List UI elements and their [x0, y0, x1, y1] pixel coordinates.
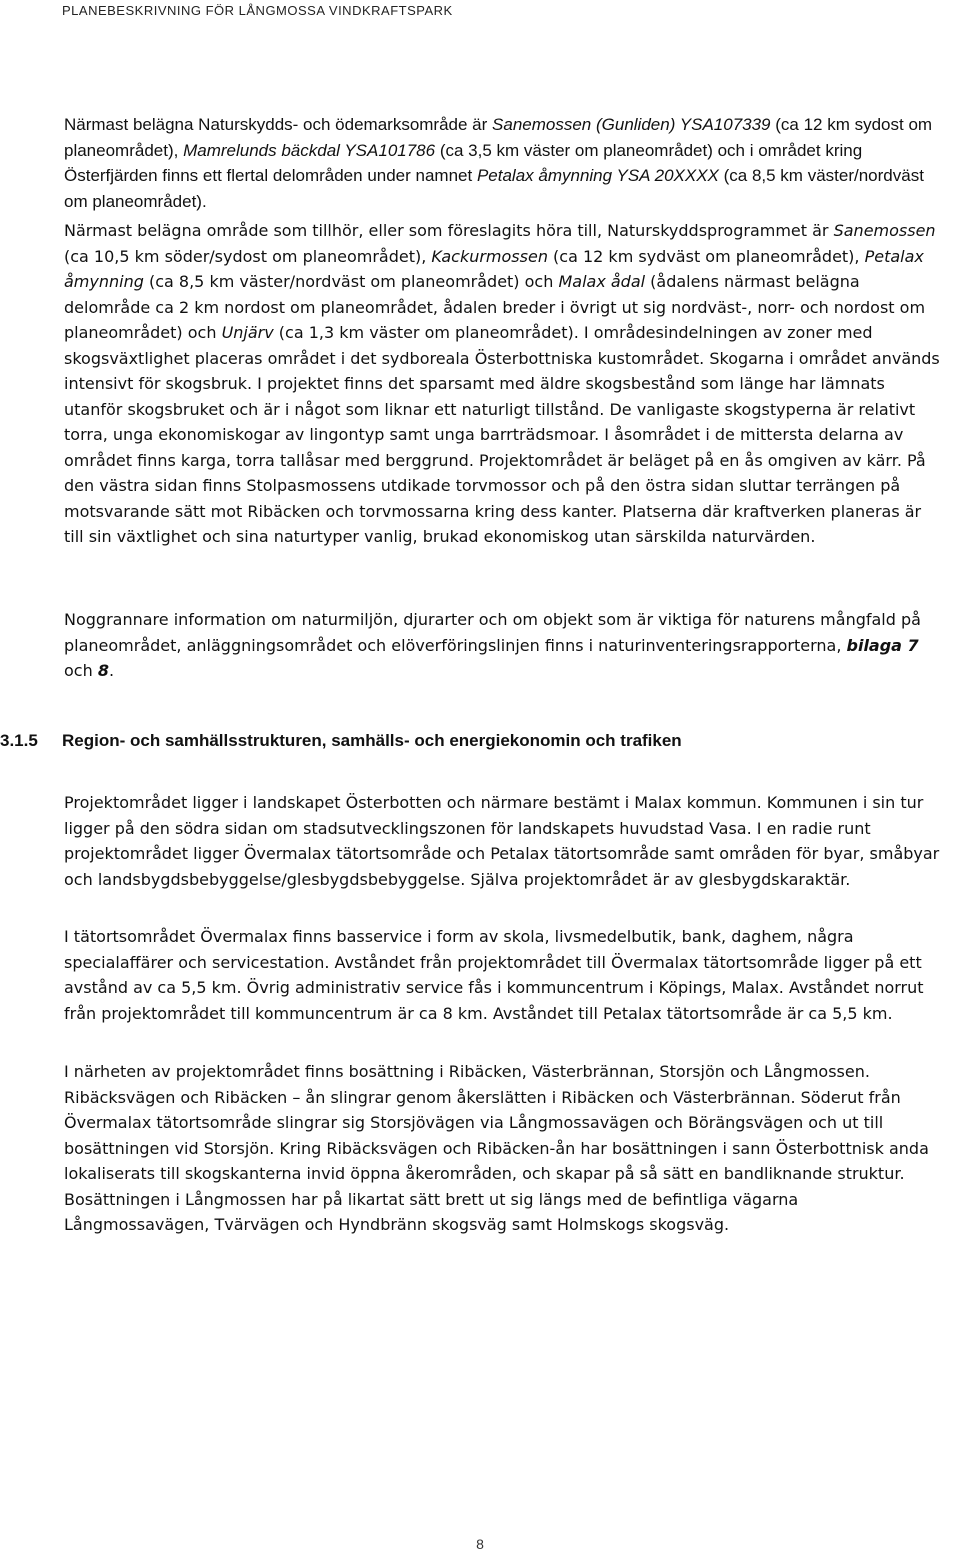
appendix-reference: bilaga 7 — [846, 635, 919, 655]
reserve-name: Sanemossen (Gunliden) YSA107339 — [492, 115, 771, 134]
area-name: Malax ådal — [558, 272, 646, 291]
section-number: 3.1.5 — [0, 731, 38, 750]
area-name: Petalax åmynning — [64, 246, 924, 291]
paragraph-text: Projektområdet ligger i landskapet Österbotten och närmare bestämt i Malax kommun. Kommunen i sin tur ligger på den södra sidan om stadsutvecklingszonen för landskapets huvudstad Vasa. I en radie runt projektområdet ligger Övermalax tätortsområde och Petalax tätortsområde samt områden för byar, småbyar och landsbygdsbebyggelse/glesbygdsbebyggelse. Själva projektområdet är av glesbygdskaraktär. — [64, 793, 940, 889]
paragraph-text: I tätortsområdet Övermalax finns basservice i form av skola, livsmedelbutik, bank, daghem, några specialaffärer och servicestation. Avståndet från projektområdet till Övermalax tätortsområde ligger på ett avstånd av ca 5,5 km. Övrig administrativ service fås i kommuncentrum i Köpings, Malax. Avståndet norrut från projektområdet till kommuncentrum är ca 8 km. Avståndet till Petalax tätortsområde är ca 5,5 km. — [64, 927, 924, 1023]
text-run: (ca 3,5 km väster om planeområdet) och i området kring Österfjärden finns ett flertal delområden under namnet — [64, 140, 863, 185]
text-run: (ca 10,5 km söder/sydost om planeområdet), — [64, 246, 432, 266]
paragraph-region-structure — [64, 790, 944, 892]
appendix-reference: 8 — [97, 661, 109, 680]
paragraph-inventory-reports — [64, 607, 944, 684]
paragraph-text — [64, 607, 944, 684]
paragraph-text: I närheten av projektområdet finns bosättning i Ribäcken, Västerbrännan, Storsjön och Långmossen. Ribäcksvägen och Ribäcken – ån slingrar genom åkerslätten i Ribäcken och Västerbrännan. Söderut från Övermalax tätortsområde slingrar sig Storsjövägen via Långmossavägen och Börängsvägen och ut till bosättningen vid Storsjön. Kring Ribäcksvägen och Ribäcken-ån har bosättningen i sann Österbottnisk anda lokaliserats till skogskanterna invid öppna åkerområden, och skapar på så sätt en bandliknande struktur. Bosättningen i Långmossen har på likartat sätt brett ut sig längs med de befintliga vägarna Långmossavägen, Tvärvägen och Hyndbränn skogsväg samt Holmskogs skogsväg. — [64, 1062, 929, 1234]
area-name: Kackurmossen — [431, 246, 548, 266]
text-run: (ca 1,3 km väster om planeområdet). I områdesindelningen av zoner med skogsväxtlighet placeras området i det sydboreala Österbottniska kustområdet. Skogarna i området används intensivt för skogsbruk. I projektet finns det sparsamt med äldre skogsbestånd som länge har lämnats utanför skogsbruket och är i något som liknar ett naturligt tillstånd. De vanligaste skogstyperna är relativt torra, unga ekonomiskogar av lingontyp samt unga barrträdsmoar. I åsområdet i de mittersta delarna av området finns karga, torra tallåsar med berggrund. Projektområdet är beläget på en ås omgiven av kärr. På den västra sidan finns Stolpasmossens utdikade torvmossor och på den östra sidan sluttar terrängen på motsvarande sätt mot Ribäcken och torvmossarna kring dess kanter. Platserna där kraftverken planeras är till sin växtlighet och sina naturtyper vanlig, brukad ekonomiskog utan särskilda naturvärden. — [64, 323, 940, 546]
text-run: (ca 8,5 km väster/nordväst om planeområdet) och — [143, 272, 559, 291]
running-header: PLANEBESKRIVNING FÖR LÅNGMOSSA VINDKRAFTSPARK — [62, 3, 453, 18]
text-run: Närmast belägna område som tillhör, eller som föreslagits höra till, Naturskyddsprogrammet är — [64, 221, 834, 240]
paragraph-nature-reserves — [64, 112, 944, 214]
text-run: . — [108, 661, 115, 680]
text-run: (ådalens närmast belägna delområde ca 2 km nordost om planeområdet, ådalen breder i övrigt ut sig nordväst-, norr- och nordost om planeområdet) och — [64, 272, 926, 342]
text-run: Noggrannare information om naturmiljön, djurarter och om objekt som är viktiga för naturens mångfald på planeområdet, anläggningsområdet och elöverföringslinjen finns i naturinventeringsrapporterna, — [64, 610, 921, 655]
paragraph-nature-programme — [64, 218, 944, 550]
area-name: Unjärv — [221, 323, 274, 342]
paragraph-text — [64, 112, 944, 214]
reserve-name: Petalax åmynning YSA 20XXXX — [476, 166, 719, 185]
section-title: Region- och samhällsstrukturen, samhälls- och energiekonomin och trafiken — [62, 731, 682, 750]
area-name: Sanemossen — [833, 221, 936, 240]
page-number: 8 — [476, 1536, 484, 1552]
text-run: Närmast belägna Naturskydds- och ödemarksområde är — [64, 115, 493, 134]
paragraph-text — [64, 218, 944, 550]
section-heading — [0, 731, 682, 751]
reserve-name: Mamrelunds bäckdal YSA101786 — [183, 140, 436, 160]
text-run: och — [64, 661, 98, 680]
paragraph-settlement — [64, 1059, 944, 1238]
text-run: (ca 8,5 km väster/nordväst om planeområdet). — [64, 166, 924, 211]
paragraph-services — [64, 924, 944, 1026]
text-run: (ca 12 km sydost om planeområdet), — [64, 115, 933, 160]
text-run: (ca 12 km sydväst om planeområdet), — [547, 246, 865, 266]
